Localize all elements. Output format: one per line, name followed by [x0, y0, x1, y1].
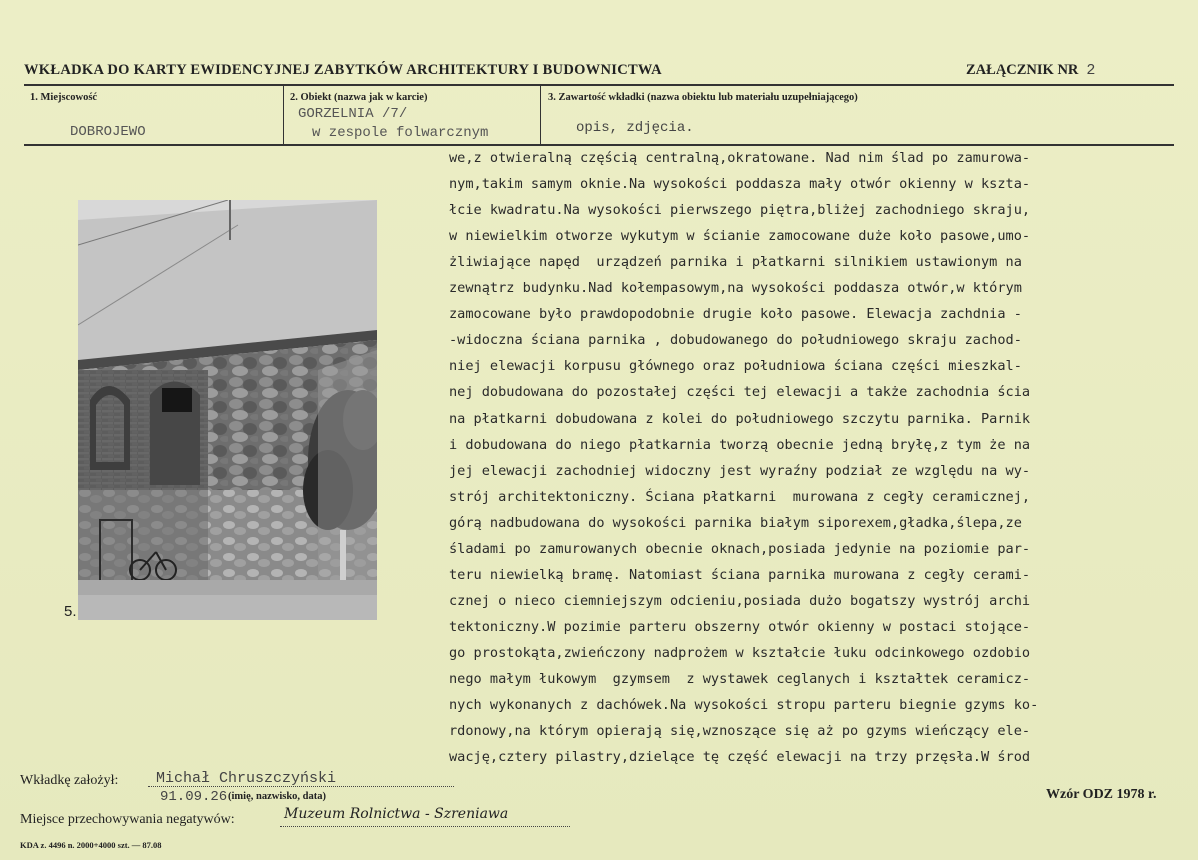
card-title: WKŁADKA DO KARTY EWIDENCYJNEJ ZABYTKÓW ARCHITEKTURY I BUDOWNICTWA — [24, 62, 662, 78]
photo-number: 5. — [64, 603, 77, 620]
text-line: górą nadbudowana do wysokości parnika białym siporexem,gładka,ślepa,ze — [449, 514, 1022, 531]
text-line: zewnątrz budynku.Nad kołempasowym,na wysokości poddasza otwór,w którym — [449, 280, 1022, 297]
header-rule-bottom — [24, 144, 1174, 146]
field-3-value: opis, zdjęcia. — [576, 120, 694, 136]
text-line: -widoczna ściana parnika , dobudowanego do południowego skraju zachod- — [449, 332, 1022, 349]
text-line: nym,takim samym oknie.Na wysokości poddasza mały otwór okienny w kszta- — [449, 176, 1031, 193]
text-line: rdonowy,na którym opierają się,wznoszące się aż po gzyms wieńczący ele- — [449, 723, 1031, 740]
author-hint: (imię, nazwisko, data) — [228, 791, 326, 802]
text-line: śladami po zamurowanych obecnie oknach,posiada jedynie na poziomie par- — [449, 540, 1031, 557]
annex-label-text: ZAŁĄCZNIK NR — [966, 62, 1079, 78]
text-line: tektoniczny.W pozimie parteru obszerny otwór okienny w postaci stojące- — [449, 618, 1031, 635]
text-line: we,z otwieralną częścią centralną,okratowane. Nad nim ślad po zamurowa- — [449, 150, 1031, 166]
text-line: i dobudowana do niego płatkarnia tworzą obecnie jedną bryłę,z tym że na — [449, 436, 1031, 453]
template-label: Wzór ODZ 1978 r. — [1046, 787, 1157, 802]
text-line: w niewielkim otworze wykutym w ścianie zamocowane duże koło pasowe,umo- — [449, 228, 1031, 245]
field-divider-2 — [540, 86, 541, 144]
text-line: niej elewacji korpusu głównego oraz południowa ściana części mieszkal- — [449, 358, 1022, 375]
field-2-value-line1: GORZELNIA /7/ — [298, 106, 408, 122]
text-line: nego małym łukowym gzymsem z wystawek ceglanych i kształtek ceramicz- — [449, 671, 1031, 687]
author-date: 91.09.26 — [160, 789, 228, 805]
print-info: KDA z. 4496 n. 2000+4000 szt. — 87.08 — [20, 840, 162, 850]
author-dotted-line — [148, 786, 454, 787]
field-3-label: 3. Zawartość wkładki (nazwa obiektu lub materiału uzupełniającego) — [548, 92, 858, 103]
storage-value: Muzeum Rolnictwa - Szreniawa — [284, 806, 509, 822]
text-line: na płatkarni dobudowana z kolei do południowego szczytu parnika. Parnik — [449, 410, 1031, 427]
text-line: wację,cztery pilastry,dzielące tę część elewacji na trzy przęsła.W środ — [449, 749, 1031, 766]
annex-number: 2 — [1086, 62, 1096, 79]
field-2-value-line2: w zespole folwarcznym — [312, 125, 489, 141]
field-2-label: 2. Obiekt (nazwa jak w karcie) — [290, 92, 428, 103]
header-rule-top — [24, 84, 1174, 86]
field-divider-1 — [283, 86, 284, 144]
text-line: teru niewielką bramę. Natomiast ściana parnika murowana z cegły cerami- — [449, 566, 1031, 583]
field-1-value: DOBROJEWO — [70, 124, 146, 140]
text-line: łcie kwadratu.Na wysokości pierwszego piętra,bliżej zachodniego skraju, — [449, 202, 1031, 219]
storage-dotted-line — [280, 826, 570, 827]
text-line: nej dobudowana do pozostałej części tej elewacji a także zachodnia ścia — [449, 384, 1031, 401]
author-label: Wkładkę założył: — [20, 773, 119, 788]
text-line: go prostokąta,zwieńczony nadprożem w kształcie łuku odcinkowego ozdobio — [449, 644, 1031, 661]
annex-label — [966, 62, 1095, 79]
field-1-label: 1. Miejscowość — [30, 92, 98, 103]
text-line: nych wykonanych z dachówek.Na wysokości stropu parteru biegnie gzyms ko- — [449, 697, 1039, 714]
building-photograph — [78, 200, 377, 620]
text-line: żliwiające napęd urządzeń parnika i płatkarni silnikiem ustawionym na — [449, 254, 1022, 271]
text-line: cznej o nieco ciemniejszym odcieniu,posiada dużo bogatszy wystrój archi — [449, 592, 1031, 609]
photo-image — [78, 200, 377, 620]
author-name: Michał Chruszczyński — [156, 770, 337, 787]
storage-label: Miejsce przechowywania negatywów: — [20, 812, 235, 827]
text-line: strój architektoniczny. Ściana płatkarni murowana z cegły ceramicznej, — [449, 488, 1031, 505]
text-line: jej elewacji zachodniej widoczny jest wyraźny podział ze względu na wy- — [449, 462, 1031, 479]
text-line: zamocowane było prawdopodobnie drugie koło pasowe. Elewacja zachdnia - — [449, 306, 1022, 323]
